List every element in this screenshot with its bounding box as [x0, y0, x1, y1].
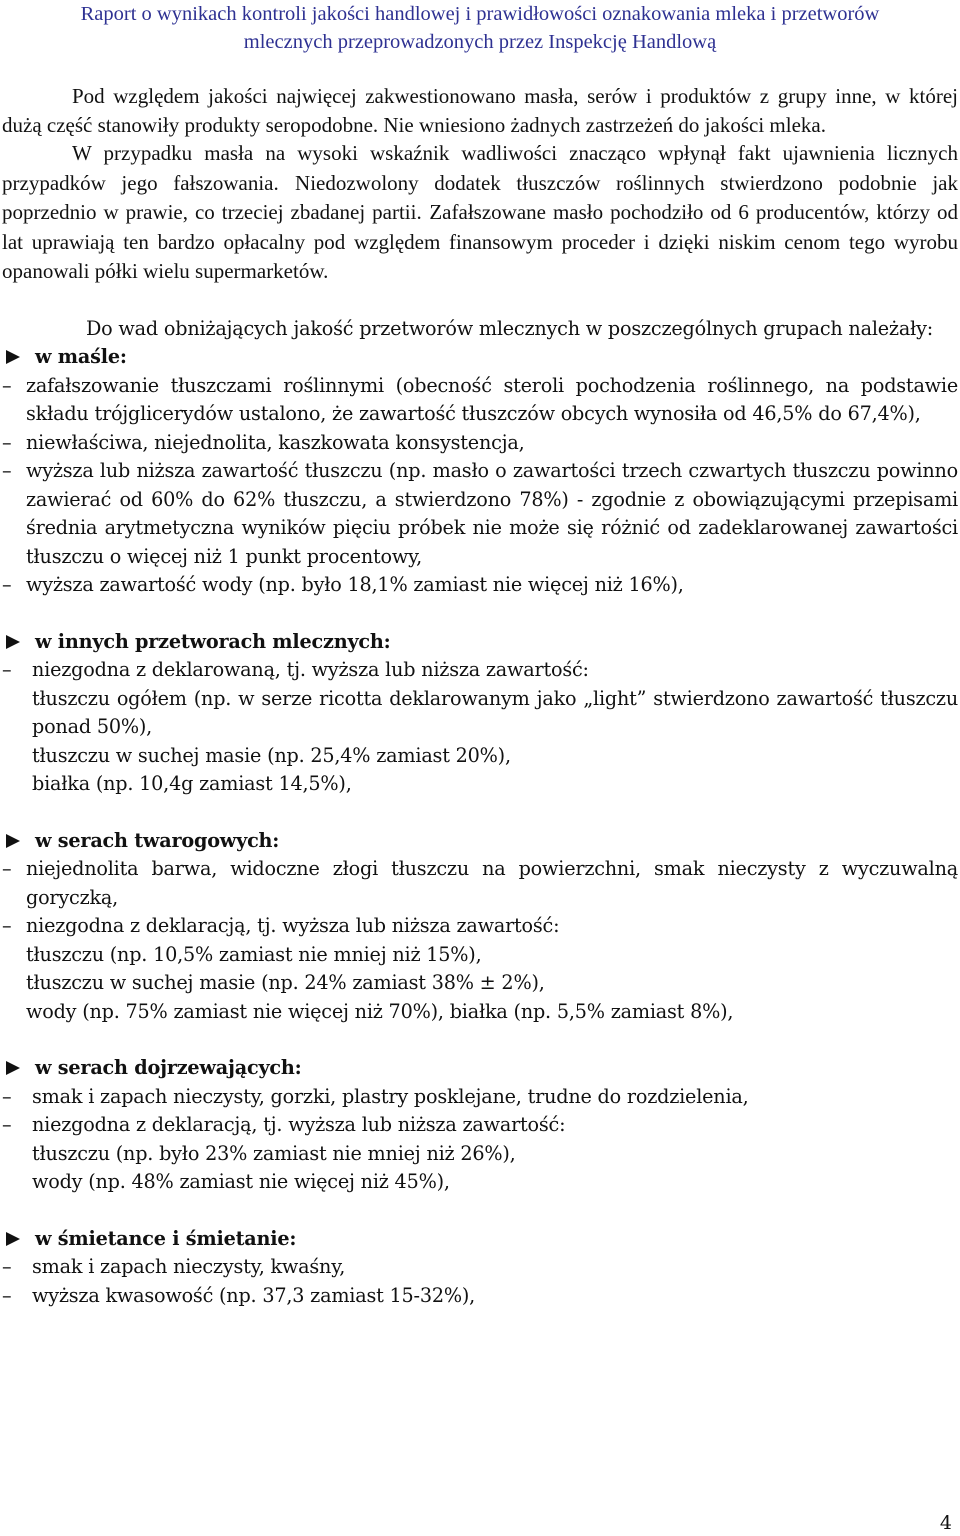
section-title-butter: w maśle: [35, 345, 127, 368]
bullet-triangle-icon [6, 1232, 20, 1246]
bullet-triangle-icon [6, 635, 20, 649]
sub-item: tłuszczu (np. 10,5% zamiast nie mniej niż 15%), [26, 942, 482, 966]
sub-item: białka (np. 10,4g zamiast 14,5%), [32, 772, 352, 795]
intro-paragraph-2a: W przypadku masła na wysoki wskaźnik wadliwości znacząco wpłynął fakt ujawnienia licznych przypadków jego fałszowania. [2, 141, 958, 195]
list-item: – zafałszowanie tłuszczami roślinnymi (obecność steroli pochodzenia roślinnego, na podstawie składu trójglicerydów ustalono, że zawartość tłuszczów obcych wynosiła od 46,5% do 67,4%), [2, 372, 958, 429]
butter-list [2, 372, 958, 600]
list-item: – niejednolita barwa, widoczne złogi tłuszczu na powierzchni, smak nieczysty z wyczuwalną goryczką, [2, 855, 958, 912]
sub-item: tłuszczu (np. było 23% zamiast nie mniej niż 26%), [32, 1141, 516, 1165]
section-title-ripened: w serach dojrzewających: [35, 1056, 302, 1079]
list-item: – wyższa kwasowość (np. 37,3 zamiast 15-32%), [2, 1282, 958, 1311]
list-item: – niezgodna z deklaracją, tj. wyższa lub niższa zawartość: [2, 912, 958, 941]
section-heading-butter [2, 343, 958, 372]
bullet-triangle-icon [6, 1061, 20, 1075]
sub-item: wody (np. 75% zamiast nie więcej niż 70%), białka (np. 5,5% zamiast 8%), [26, 999, 734, 1023]
ripened-list [2, 1083, 958, 1140]
header-line-1: Raport o wynikach kontroli jakości handlowej i prawidłowości oznakowania mleka i przetworów [80, 3, 880, 25]
section-title-cream: w śmietance i śmietanie: [35, 1226, 297, 1250]
header-line-2: mlecznych przeprowadzonych przez Inspekcję Handlową [243, 31, 717, 53]
document-body [2, 82, 958, 1310]
list-item: – wyższa zawartość wody (np. było 18,1% zamiast nie więcej niż 16%), [2, 571, 958, 600]
bullet-triangle-icon [6, 834, 20, 848]
intro-paragraph-3: Do wad obniżających jakość przetworów mlecznych w poszczególnych grupach należały: [86, 316, 933, 340]
cream-list [2, 1253, 958, 1310]
section-title-other: w innych przetworach mlecznych: [35, 629, 391, 653]
sub-item: wody (np. 48% zamiast nie więcej niż 45%), [32, 1170, 450, 1193]
bullet-triangle-icon [6, 350, 20, 364]
intro-paragraph-2b: Niedozwolony dodatek tłuszczów roślinnych stwierdzono podobnie jak poprzednio w prawie, co trzeciej zbadanej partii. [2, 170, 958, 224]
sub-item: tłuszczu ogółem (np. w serze ricotta deklarowanym jako „light” stwierdzono zawartość tłuszczu ponad 50%), [32, 686, 958, 738]
list-item: – niewłaściwa, niejednolita, kaszkowata konsystencja, [2, 429, 958, 458]
section-heading-cream [2, 1225, 958, 1254]
sub-item: tłuszczu w suchej masie (np. 24% zamiast 38% ± 2%), [26, 971, 545, 994]
curd-list [2, 855, 958, 941]
list-item: – wyższa lub niższa zawartość tłuszczu (np. masło o zawartości trzech czwartych tłuszczu powinno zawierać od 60% do 62% tłuszczu, a stwierdzono 78%) - zgodnie z obowiązującymi przepisami średnia arytmetyczna wyników pięciu próbek nie może się różnić od zadeklarowanej zawartości tłuszczu o więcej niż 1 punkt procentowy, [2, 457, 958, 571]
section-heading-other [2, 628, 958, 657]
page-number: 4 [939, 1512, 952, 1534]
intro-paragraph-1: Pod względem jakości najwięcej zakwestionowano masła, serów i produktów z grupy inne, w której dużą część stanowiły produkty seropodobne. Nie wniesiono żadnych zastrzeżeń do jakości mleka. [2, 84, 958, 137]
list-item: – niezgodna z deklaracją, tj. wyższa lub niższa zawartość: [2, 1111, 958, 1140]
sub-item: tłuszczu w suchej masie (np. 25,4% zamiast 20%), [32, 743, 511, 767]
intro-paragraph-2c: Zafałszowane masło pochodziło od 6 producentów, którzy od lat uprawiają ten bardzo opłacalny pod względem finansowym proceder i dzięki niskim cenom tego wyrobu opanowali półki wielu supermarketów. [2, 200, 958, 283]
section-heading-ripened [2, 1054, 958, 1083]
list-item: – smak i zapach nieczysty, kwaśny, [2, 1253, 958, 1282]
section-title-curd: w serach twarogowych: [35, 828, 280, 852]
running-header [0, 0, 960, 56]
section-heading-curd [2, 827, 958, 856]
list-item: – niezgodna z deklarowaną, tj. wyższa lub niższa zawartość: [2, 656, 958, 685]
other-list [2, 656, 958, 685]
intro-paragraph-2 [2, 139, 958, 287]
list-item: – smak i zapach nieczysty, gorzki, plastry posklejane, trudne do rozdzielenia, [2, 1083, 958, 1112]
